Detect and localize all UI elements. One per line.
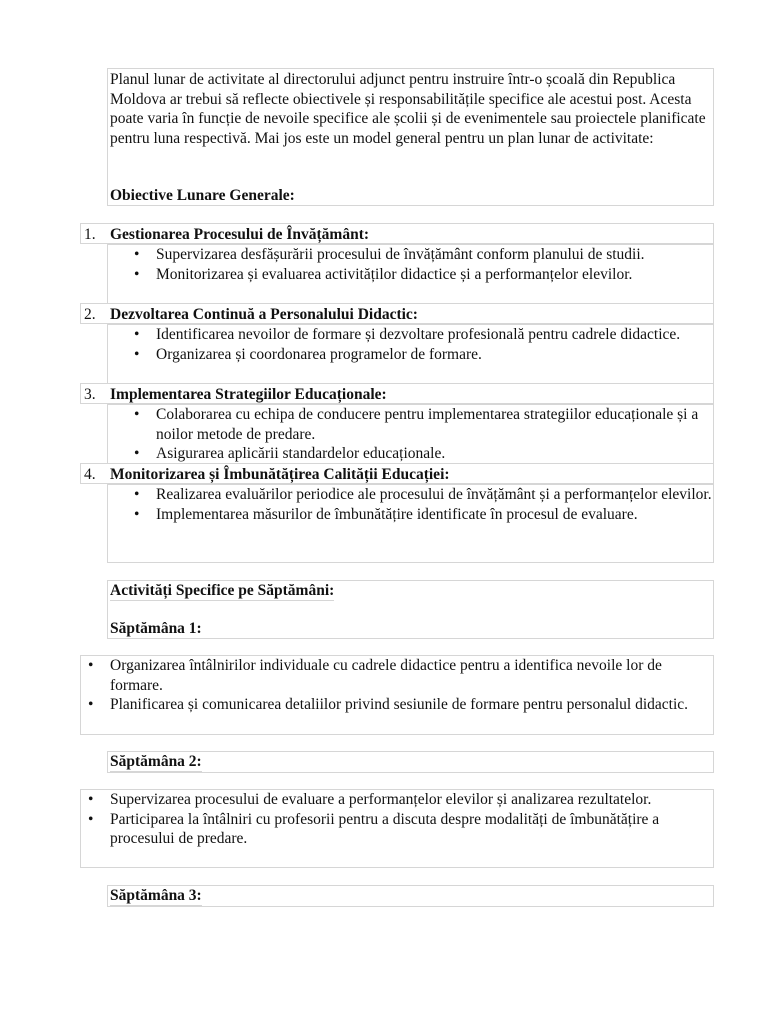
list-item: • Supervizarea procesului de evaluare a performanțelor elevilor și analizarea rezultatelor. (110, 790, 710, 810)
list-item: • Monitorizarea și evaluarea activităților didactice și a performanțelor elevilor. (156, 265, 716, 285)
objective-3-number: 3. (84, 386, 96, 403)
week-1-title: Săptămâna 1: (110, 620, 202, 637)
list-item: • Organizarea întâlnirilor individuale cu cadrele didactice pentru a identifica nevoile lor de formare. (110, 656, 710, 695)
list-item: • Participarea la întâlniri cu profesorii pentru a discuta despre modalități de îmbunătățire a procesului de predare. (110, 810, 710, 849)
objectives-heading: Obiective Lunare Generale: (110, 187, 295, 204)
objective-1-number: 1. (84, 226, 96, 243)
objective-2-title: Dezvoltarea Continuă a Personalului Didactic: (110, 306, 418, 323)
intro-paragraph: Planul lunar de activitate al directorului adjunct pentru instruire într-o școală din Republica Moldova ar trebui să reflecte obiectivele și responsabilitățile specifice ale acestui post. Acesta poate varia în funcție de nevoile specifice ale școlii și de evenimentele sau proiectele planificate pentru luna respectivă. Mai jos este un model general pentru un plan lunar de activitate: (110, 71, 706, 147)
list-item: • Planificarea și comunicarea detaliilor privind sesiunile de formare pentru personalul didactic. (110, 695, 710, 715)
week-3-title: Săptămâna 3: (110, 887, 202, 904)
activities-heading: Activități Specifice pe Săptămâni: (110, 582, 335, 599)
objective-3-title: Implementarea Strategiilor Educaționale: (110, 386, 387, 403)
objective-1-bullets (156, 245, 716, 284)
list-item: • Organizarea și coordonarea programelor de formare. (156, 345, 716, 365)
week-2-title: Săptămâna 2: (110, 753, 202, 770)
objective-2-bullets (156, 325, 716, 364)
list-item: • Implementarea măsurilor de îmbunătățire identificate în procesul de evaluare. (156, 505, 716, 525)
list-item: • Realizarea evaluărilor periodice ale procesului de învățământ și a performanțelor elevilor. (156, 485, 716, 505)
objective-4-bullets (156, 485, 716, 524)
objective-2-number: 2. (84, 306, 96, 323)
list-item: • Asigurarea aplicării standardelor educaționale. (156, 444, 716, 464)
objective-3-bullets (156, 405, 716, 464)
objective-4-title: Monitorizarea și Îmbunătățirea Calității Educației: (110, 466, 450, 483)
week-1-bullets (110, 656, 710, 715)
objective-1-title: Gestionarea Procesului de Învățământ: (110, 226, 370, 243)
list-item: • Supervizarea desfășurării procesului de învățământ conform planului de studii. (156, 245, 716, 265)
list-item: • Colaborarea cu echipa de conducere pentru implementarea strategiilor educaționale și a noilor metode de predare. (156, 405, 716, 444)
list-item: • Identificarea nevoilor de formare și dezvoltare profesională pentru cadrele didactice. (156, 325, 716, 345)
objective-4-number: 4. (84, 466, 96, 483)
week-2-bullets (110, 790, 710, 849)
